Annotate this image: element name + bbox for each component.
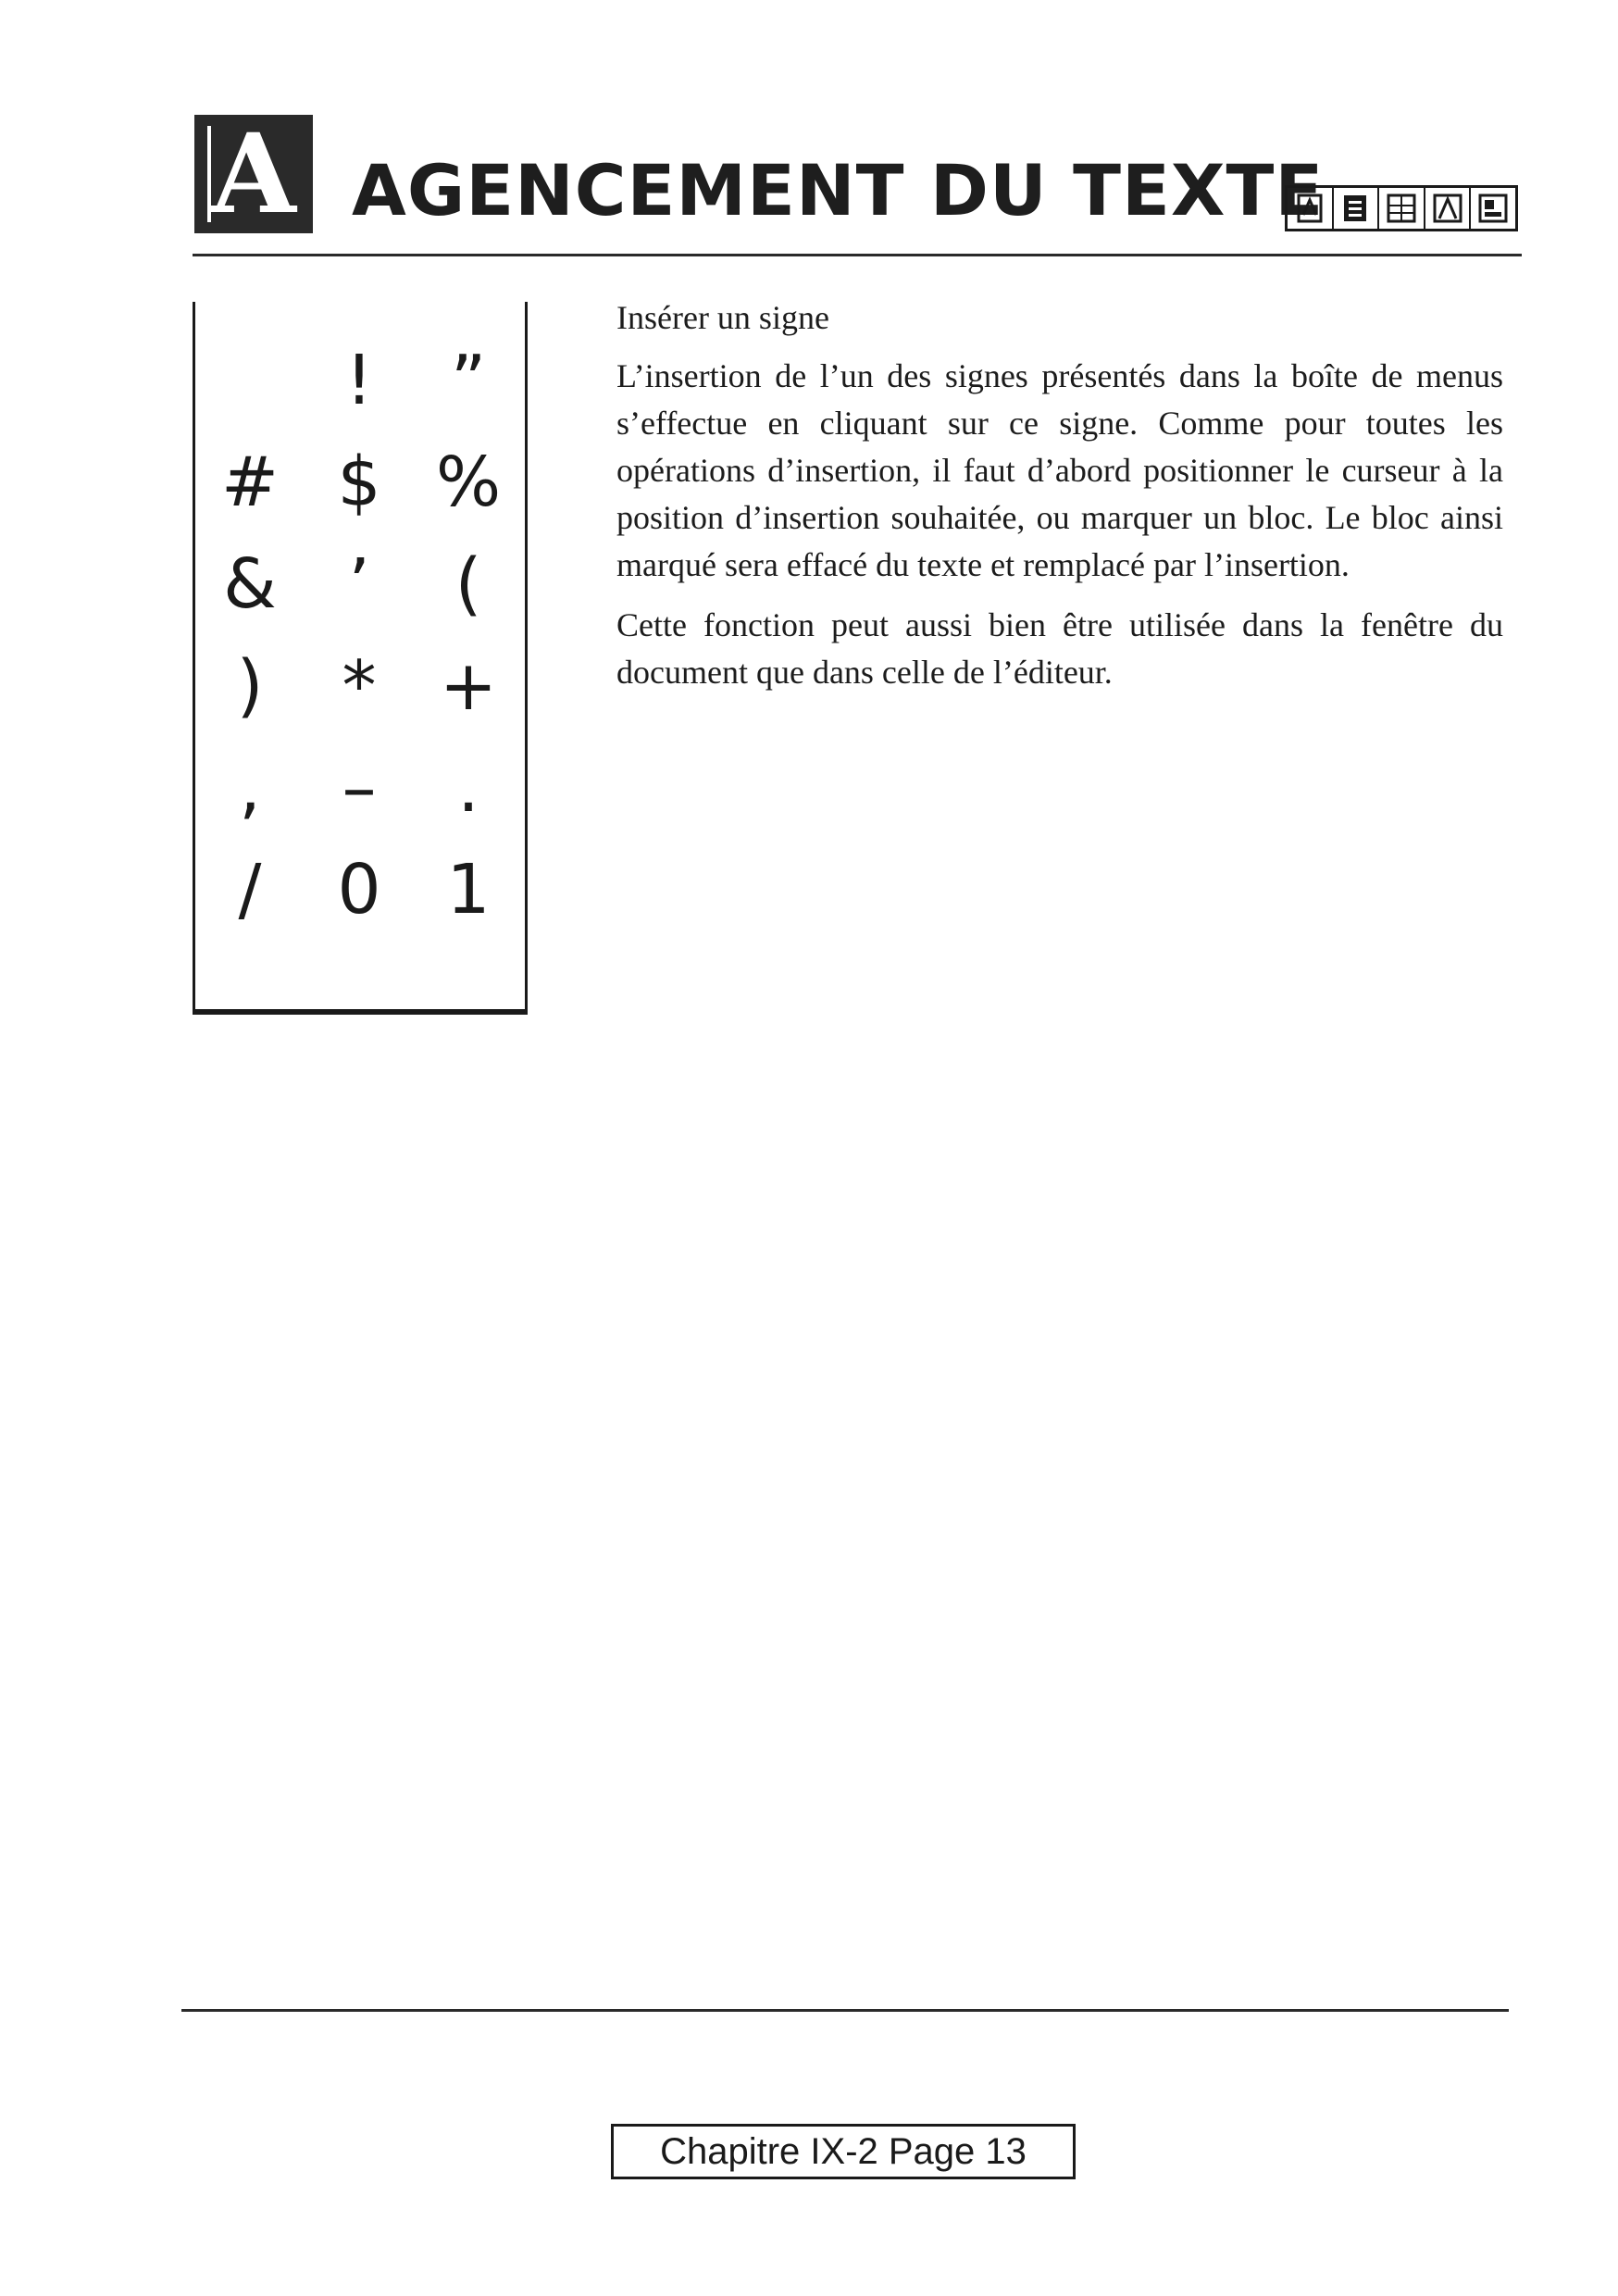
sign-item[interactable]: $: [337, 443, 381, 522]
sign-item[interactable]: ”: [450, 341, 487, 420]
list-icon: [1334, 188, 1380, 229]
paragraph: L’insertion de l’un des signes présentés dans la boîte de menus s’effectue en cliquant sur ce signe. Comme pour toutes les opérations d’insertion, il faut d’abord positionner le curseur à la position d’insertion souhaitée, ou marquer un bloc. Le bloc ainsi marqué sera effacé du texte et remplacé par l’insertion.: [616, 357, 1503, 583]
sign-item[interactable]: ,: [239, 748, 261, 828]
sign-item[interactable]: %: [435, 443, 502, 522]
sign-grid: [195, 330, 525, 941]
page-layout-icon: [1471, 188, 1515, 229]
sign-item[interactable]: &: [223, 544, 277, 624]
sign-menu-box: [193, 302, 528, 1015]
paragraph: Cette fonction peut aussi bien être utilisée dans la fenêtre du document que dans celle de l’éditeur.: [616, 606, 1503, 691]
sign-item[interactable]: !: [345, 341, 373, 420]
content-column: [616, 294, 1503, 709]
sign-item[interactable]: /: [238, 850, 262, 930]
toolbar-icons: [1285, 185, 1518, 231]
sign-item[interactable]: (: [454, 544, 482, 624]
sign-item[interactable]: 0: [337, 850, 381, 930]
text-style-icon: [1288, 188, 1334, 229]
sign-item[interactable]: +: [439, 646, 497, 726]
chapter-badge: [194, 109, 313, 238]
sign-item[interactable]: .: [457, 748, 479, 828]
text-cursor-icon: [207, 126, 211, 222]
sign-item[interactable]: –: [342, 748, 377, 828]
table-icon: [1379, 188, 1425, 229]
header-rule: [193, 254, 1522, 256]
sign-item[interactable]: ): [236, 646, 264, 726]
footer-rule: [181, 2009, 1509, 2012]
sign-item[interactable]: *: [342, 646, 377, 726]
section-title: Insérer un signe: [616, 299, 829, 336]
sign-item[interactable]: ’: [348, 544, 370, 624]
page-title: AGENCEMENT DU TEXTE: [352, 149, 1325, 231]
sign-item[interactable]: [195, 330, 305, 431]
sign-item[interactable]: #: [220, 443, 279, 522]
chapter-badge-letter: A: [211, 109, 296, 238]
page-number-label: Chapitre IX-2 Page 13: [611, 2124, 1076, 2179]
sign-item[interactable]: 1: [446, 850, 491, 930]
draw-icon: [1425, 188, 1472, 229]
